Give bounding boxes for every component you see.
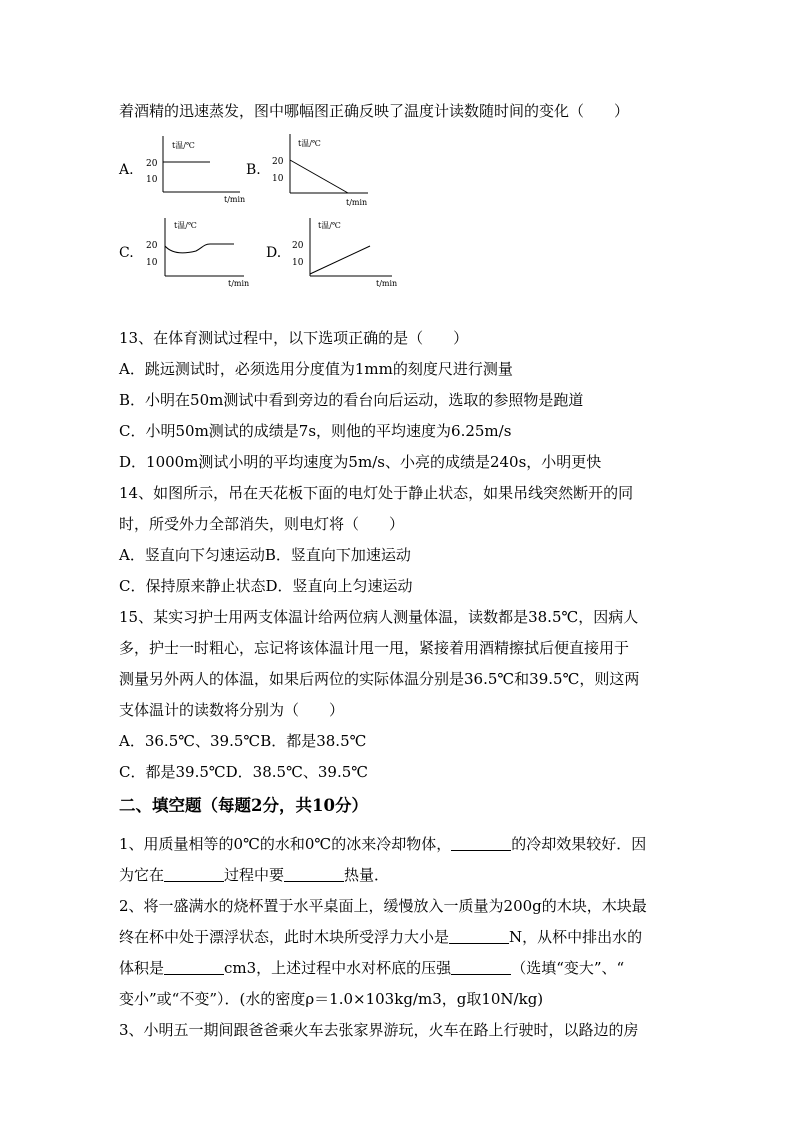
q14-stem-line2: 时，所受外力全部消失，则电灯将（ ） xyxy=(119,515,405,533)
fill1-blank-3[interactable] xyxy=(284,867,344,882)
fill2-blank-3[interactable] xyxy=(451,960,511,975)
q15-stem-line3: 测量另外两人的体温，如果后两位的实际体温分别是36.5℃和39.5℃，则这两 xyxy=(119,670,640,688)
fill2-line1: 2、将一盛满水的烧杯置于水平桌面上，缓慢放入一质量为200g的木块，木块最 xyxy=(119,897,647,915)
q12-graph-c xyxy=(142,214,254,290)
q14-options-ab: A．竖直向下匀速运动B．竖直向下加速运动 xyxy=(119,546,411,564)
fill1-text-5: 热量． xyxy=(344,866,390,884)
q15-stem-line2: 多，护士一时粗心，忘记将该体温计甩一甩，紧接着用酒精擦拭后便直接用于 xyxy=(119,639,630,657)
q14-options-cd: C．保持原来静止状态D．竖直向上匀速运动 xyxy=(119,577,413,595)
fill2-text-4: 体积是 xyxy=(119,959,165,977)
y-axis-label: t温/℃ xyxy=(174,221,197,230)
temperature-curve xyxy=(310,246,370,274)
x-axis-label: t/min xyxy=(346,198,368,207)
q13-stem: 13、在体育测试过程中，以下选项正确的是（ ） xyxy=(119,329,469,347)
fill3-line1: 3、小明五一期间跟爸爸乘火车去张家界游玩，火车在路上行驶时，以路边的房 xyxy=(119,1021,639,1039)
tick-label-10: 10 xyxy=(292,258,304,268)
fill2-line3 xyxy=(119,958,624,978)
tick-label-20: 20 xyxy=(146,241,158,251)
x-axis-label: t/min xyxy=(224,195,246,204)
fill1-text-4: 过程中要 xyxy=(224,866,285,884)
q15-options-cd: C．都是39.5℃D．38.5℃、39.5℃ xyxy=(119,763,369,781)
fill2-text-5: cm3，上述过程中水对杯底的压强 xyxy=(224,959,452,977)
tick-label-10: 10 xyxy=(272,174,284,184)
q13-option-d: D．1000m测试小明的平均速度为5m/s、小亮的成绩是240s，小明更快 xyxy=(119,453,602,471)
fill2-text-3: N，从杯中排出水的 xyxy=(509,928,643,946)
q12-option-a-label: A. xyxy=(119,162,134,178)
fill2-text-2: 终在杯中处于漂浮状态，此时木块所受浮力大小是 xyxy=(119,928,450,946)
fill2-text-6: （选填“变大”、“ xyxy=(511,959,625,977)
q12-graph-b xyxy=(268,130,378,208)
temperature-curve xyxy=(165,244,234,253)
x-axis-label: t/min xyxy=(228,279,250,288)
q14-stem-line1: 14、如图所示，吊在天花板下面的电灯处于静止状态，如果吊线突然断开的同 xyxy=(119,484,634,502)
fill1-text-3: 为它在 xyxy=(119,866,165,884)
q15-options-ab: A．36.5℃、39.5℃B．都是38.5℃ xyxy=(119,732,367,750)
tick-label-10: 10 xyxy=(146,175,158,185)
fill2-line4: 变小”或“不变”）．(水的密度ρ＝1.0×103kg/m3，g取10N/kg) xyxy=(119,990,544,1008)
q15-stem-line4: 支体温计的读数将分别为（ ） xyxy=(119,701,345,719)
q13-option-b: B．小明在50m测试中看到旁边的看台向后运动，选取的参照物是跑道 xyxy=(119,391,584,409)
q12-stem-tail: 着酒精的迅速蒸发，图中哪幅图正确反映了温度计读数随时间的变化（ ） xyxy=(119,102,630,120)
q12-graph-a xyxy=(140,132,250,204)
fill1-text-1: 1、用质量相等的0℃的水和0℃的冰来冷却物体， xyxy=(119,835,452,853)
q12-option-c-label: C. xyxy=(119,245,134,261)
fill1-blank-2[interactable] xyxy=(164,867,224,882)
tick-label-20: 20 xyxy=(292,241,304,251)
fill1-text-2: 的冷却效果较好．因 xyxy=(511,835,647,853)
q15-stem-line1: 15、某实习护士用两支体温计给两位病人测量体温，读数都是38.5℃，因病人 xyxy=(119,608,639,626)
q13-option-c: C．小明50m测试的成绩是7s，则他的平均速度为6.25m/s xyxy=(119,422,512,440)
q13-option-a: A．跳远测试时，必须选用分度值为1mm的刻度尺进行测量 xyxy=(119,360,513,378)
x-axis-label: t/min xyxy=(376,279,398,288)
y-axis-label: t温/℃ xyxy=(318,221,341,230)
y-axis-label: t温/℃ xyxy=(172,141,195,150)
q12-option-d-label: D. xyxy=(266,245,282,261)
fill2-blank-2[interactable] xyxy=(164,960,224,975)
fill2-blank-1[interactable] xyxy=(449,929,509,944)
fill2-line2 xyxy=(119,927,642,947)
tick-label-20: 20 xyxy=(272,157,284,167)
tick-label-20: 20 xyxy=(146,159,158,169)
tick-label-10: 10 xyxy=(146,258,158,268)
fill1-blank-1[interactable] xyxy=(451,836,511,851)
fill1-line2 xyxy=(119,865,389,885)
y-axis-label: t温/℃ xyxy=(298,139,321,148)
section-2-heading: 二、填空题（每题2分，共10分） xyxy=(119,796,368,815)
fill1-line1 xyxy=(119,834,646,854)
q12-option-b-label: B. xyxy=(246,162,261,178)
temperature-curve xyxy=(290,160,348,193)
q12-graph-d xyxy=(288,214,404,290)
